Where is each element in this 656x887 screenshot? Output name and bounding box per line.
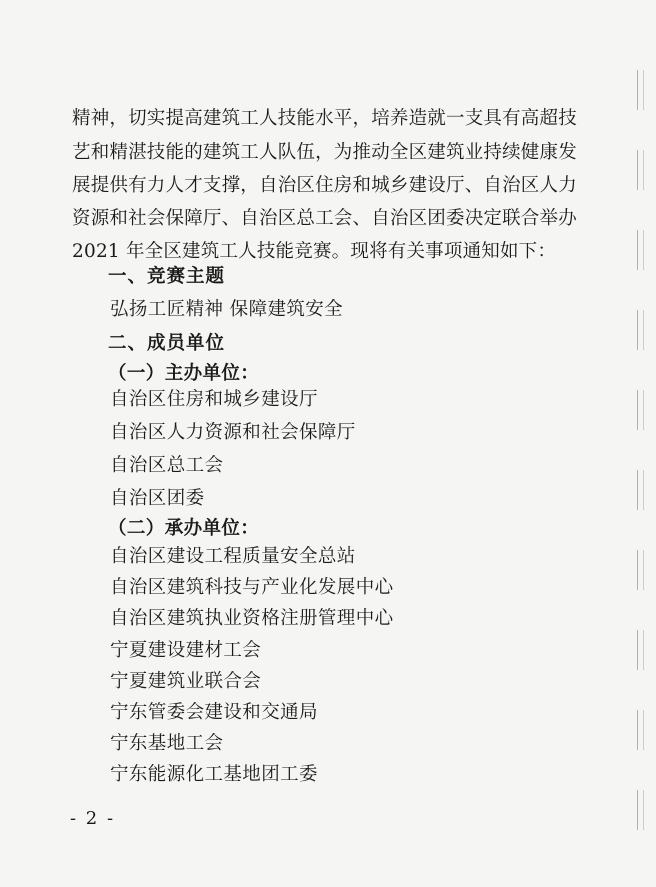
host-item: 宁夏建设建材工会 bbox=[110, 640, 262, 661]
host-item: 宁东基地工会 bbox=[110, 733, 224, 754]
host-item: 宁东能源化工基地团工委 bbox=[110, 764, 318, 785]
host-item: 宁东管委会建设和交通局 bbox=[110, 702, 318, 723]
hosts-heading: （二）承办单位： bbox=[108, 518, 260, 539]
page-number: - 2 - bbox=[70, 808, 116, 829]
scan-edge-line bbox=[637, 30, 638, 850]
host-item: 宁夏建筑业联合会 bbox=[110, 671, 262, 692]
intro-paragraph bbox=[72, 104, 592, 267]
organizers-heading: （一）主办单位： bbox=[108, 363, 260, 384]
intro-line: 2021 年全区建筑工人技能竞赛。现将有关事项通知如下： bbox=[72, 241, 557, 262]
section-heading-members: 二、成员单位 bbox=[108, 333, 226, 354]
organizer-item: 自治区人力资源和社会保障厅 bbox=[110, 422, 356, 443]
host-item: 自治区建设工程质量安全总站 bbox=[110, 546, 356, 567]
theme-text: 弘扬工匠精神 保障建筑安全 bbox=[110, 299, 344, 320]
organizer-item: 自治区住房和城乡建设厅 bbox=[110, 389, 318, 410]
section-heading-theme: 一、竞赛主题 bbox=[108, 266, 226, 287]
intro-line: 艺和精湛技能的建筑工人队伍，为推动全区建筑业持续健康发 bbox=[72, 142, 577, 163]
organizer-item: 自治区团委 bbox=[110, 488, 205, 509]
organizer-item: 自治区总工会 bbox=[110, 455, 224, 476]
intro-line: 精神，切实提高建筑工人技能水平，培养造就一支具有高超技 bbox=[72, 108, 577, 129]
intro-line: 展提供有力人才支撑，自治区住房和城乡建设厅、自治区人力 bbox=[72, 175, 577, 196]
host-item: 自治区建筑科技与产业化发展中心 bbox=[110, 577, 394, 598]
scan-edge-line-secondary bbox=[643, 30, 644, 850]
intro-line: 资源和社会保障厅、自治区总工会、自治区团委决定联合举办 bbox=[72, 208, 577, 229]
host-item: 自治区建筑执业资格注册管理中心 bbox=[110, 608, 394, 629]
